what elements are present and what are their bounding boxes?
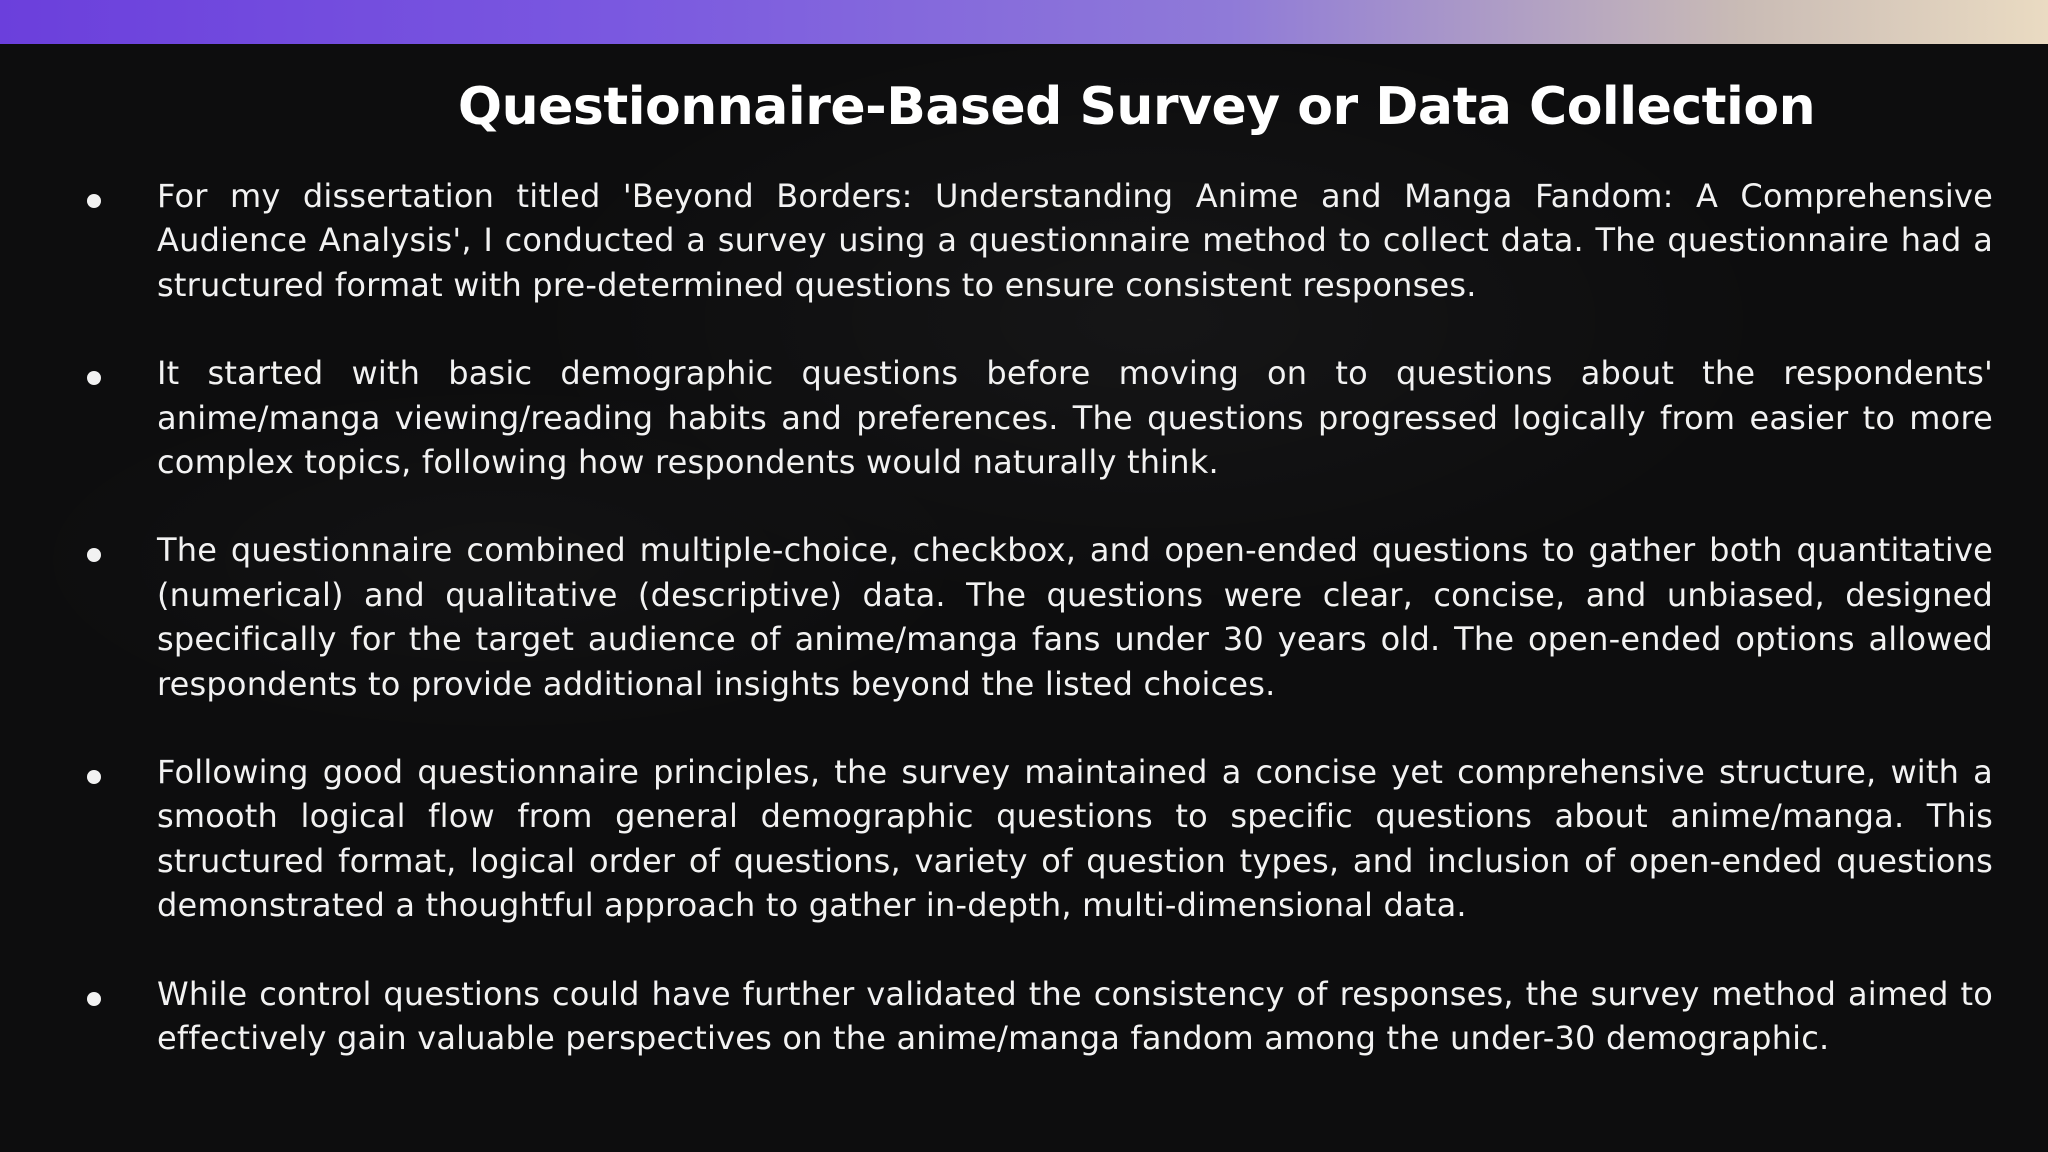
bullet-dot-icon [87,770,101,784]
bullet-text: The questionnaire combined multiple-choice, checkbox, and open-ended questions to gather both quantitative (numerical) and qualitative (descriptive) data. The questions were clear, concise, and unbiased, designed specifically for the target audience of anime/manga fans under 30 years old. The open-ended options allowed respondents to provide additional insights beyond the listed choices. [157,531,1993,703]
bullet-item [0,528,2048,706]
bullet-item [0,351,2048,484]
bullet-text: It started with basic demographic questions before moving on to questions about the respondents' anime/manga viewing/reading habits and preferences. The questions progressed logically from easier to more complex topics, following how respondents would naturally think. [157,354,1993,482]
bullet-text: While control questions could have further validated the consistency of responses, the survey method aimed to effectively gain valuable perspectives on the anime/manga fandom among the under-30 demographic. [157,974,1993,1058]
bullet-dot-icon [87,992,101,1006]
bullet-item [0,174,2048,307]
bullet-text: Following good questionnaire principles, the survey maintained a concise yet comprehensive structure, with a smooth logical flow from general demographic questions to specific questions about anime/manga. This structured format, logical order of questions, variety of question types, and inclusion of open-ended questions demonstrated a thoughtful approach to gather in-depth, multi-dimensional data. [157,753,1993,925]
top-gradient-band [0,0,2048,44]
bullet-dot-icon [87,371,101,385]
bullet-text: For my dissertation titled 'Beyond Borders: Understanding Anime and Manga Fandom: A Comprehensive Audience Analysis', I conducted a survey using a questionnaire method to collect data. The questionnaire had a structured format with pre-determined questions to ensure consistent responses. [157,177,1993,304]
bullet-item [0,972,2048,1061]
bullet-dot-icon [87,548,101,562]
bullet-list [0,174,2048,1105]
slide-title: Questionnaire-Based Survey or Data Collection [457,77,1816,137]
bullet-dot-icon [87,194,101,208]
bullet-item [0,750,2048,928]
